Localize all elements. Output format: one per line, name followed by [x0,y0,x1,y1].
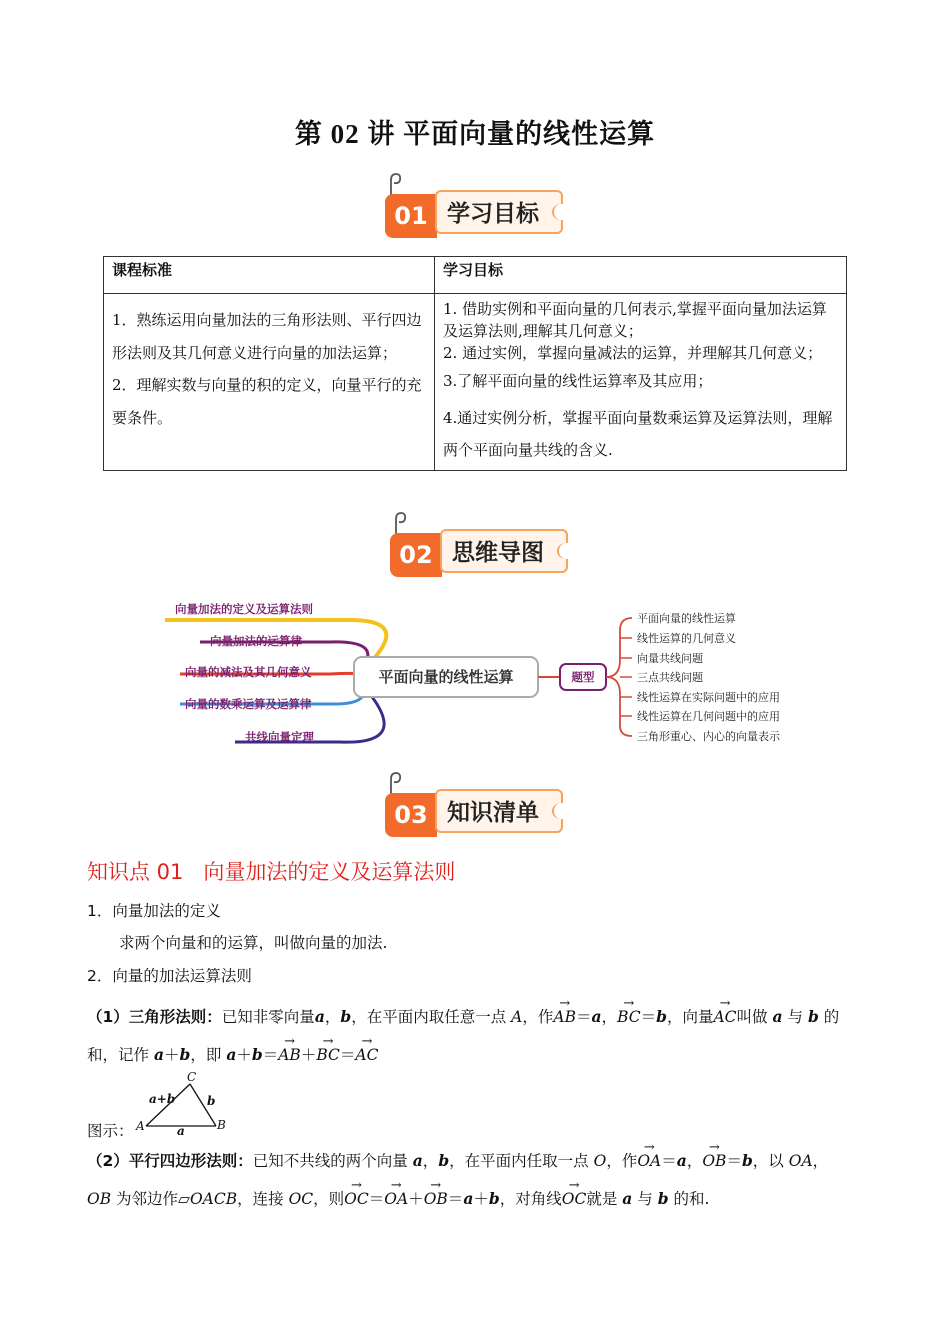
knowledge-point-title: 向量加法的定义及运算法则 [203,860,456,884]
section-number: 03 [385,793,437,837]
text-run: 为邻边作▱ [116,1190,190,1208]
table-header-goals: 学习目标 [435,257,847,294]
text-run: ，作 [606,1152,638,1170]
figure-label: 图示： [87,1122,134,1140]
edge-label: a+b [149,1092,176,1106]
page-title: 第 02 讲 平面向量的线性运算 [294,119,656,149]
text-run: 已知不共线的两个向量 [252,1152,408,1170]
section-badge-mindmap [390,525,575,581]
text-run: ，则 [313,1190,345,1208]
goal-item: 2. 通过实例，掌握向量减法的运算，并理解其几何意义； [443,344,823,362]
subheading-rules: 2．向量的加法运算法则 [87,967,252,985]
section-label: 学习目标 [435,190,563,234]
standard-item: 2．理解实数与向量的积的定义，向量平行的充要条件。 [112,376,422,427]
vertex-label: B [217,1118,226,1132]
text-run: ，对角线 [499,1190,562,1208]
text-run: ，即 [190,1046,222,1064]
section-number: 02 [390,533,442,577]
text-run: 的 [823,1008,840,1026]
mindmap-left-node: 向量的减法及其几何意义 [185,665,312,679]
standards-cell [104,294,435,471]
mindmap-tag: 题型 [571,670,595,684]
triangle-rule-line2: 和，记作 a＋b，即 a＋b＝→ AB＋→ BC＝→ AC [87,1044,378,1066]
table-header-standard: 课程标准 [104,257,435,294]
mindmap-right-node: 三角形重心、内心的向量表示 [637,730,780,743]
parallelogram-rule-label: （2）平行四边形法则： [87,1152,253,1170]
parallelogram-rule-line1: （2）平行四边形法则：已知不共线的两个向量 a，b，在平面内任取一点 O，作→ OA＝a，→ OB＝b，以 OA， [87,1150,828,1172]
mindmap-center-node: 平面向量的线性运算 [378,668,514,686]
text-run: 叫做 [736,1008,768,1026]
mindmap-right-node: 向量共线问题 [637,652,703,665]
definition-text: 求两个向量和的运算，叫做向量的加法. [119,934,388,952]
section-badge-knowledge [385,785,570,841]
text-run: 和，记作 [87,1046,150,1064]
mindmap-right-node: 线性运算的几何意义 [637,632,736,645]
vertex-label: C [187,1070,197,1084]
goals-cell [435,294,847,471]
vertex-label: A [136,1119,145,1133]
goal-item: 1. 借助实例和平面向量的几何表示,掌握平面向量加法运算及运算法则,理解其几何意义； [443,300,827,340]
mindmap-right-node: 线性运算在实际问题中的应用 [637,691,780,704]
section-label: 思维导图 [440,529,568,573]
text-run: ，向量 [666,1008,714,1026]
parallelogram-rule-line2: OB 为邻边作▱OACB，连接 OC，则→ OC＝→ OA＋→ OB＝a＋b，对角线→ OC就是 a 与 b 的和. [87,1188,709,1210]
text-run: 与 [787,1008,803,1026]
section-badge-goals [385,186,570,242]
knowledge-point-heading [87,856,475,886]
mindmap-left-node: 向量加法的运算律 [210,634,302,648]
text-run: ，作 [522,1008,554,1026]
edge-label: a [177,1124,185,1138]
mindmap-right-node: 线性运算在几何问题中的应用 [637,710,780,723]
mindmap-left-node: 向量的数乘运算及运算律 [185,697,312,711]
text-run: 就是 [586,1190,618,1208]
text-run: ，在平面内取任意一点 [351,1008,507,1026]
mindmap-left-node: 向量加法的定义及运算法则 [175,602,313,616]
knowledge-point-number: 知识点 01 [87,860,184,884]
standard-item: 1．熟练运用向量加法的三角形法则、平行四边形法则及其几何意义进行向量的加法运算； [112,311,422,362]
triangle-rule-label: （1）三角形法则： [87,1008,222,1026]
section-label: 知识清单 [435,789,563,833]
edge-label: b [207,1094,216,1108]
subheading-definition: 1．向量加法的定义 [87,902,221,920]
text-run: ，以 [752,1152,784,1170]
text-run: 的和. [673,1190,710,1208]
text-run: ，连接 [237,1190,284,1208]
text-run: ，在平面内任取一点 [449,1152,589,1170]
goal-item: 4.通过实例分析，掌握平面向量数乘运算及运算法则，理解两个平面向量共线的含义. [443,409,833,459]
text-run: 已知非零向量 [221,1008,315,1026]
goals-table [103,256,847,471]
mindmap-right-node: 三点共线问题 [637,671,703,684]
mindmap-right-node: 平面向量的线性运算 [637,612,736,625]
mindmap-left-node: 共线向量定理 [245,730,314,744]
text-run: 与 [637,1190,653,1208]
section-number: 01 [385,194,437,238]
triangle-rule-line1: （1）三角形法则：已知非零向量a，b，在平面内取任意一点 A，作→ AB＝a，→ BC＝b，向量→ AC叫做 a 与 b 的 [87,1006,839,1028]
goal-item: 3.了解平面向量的线性运算率及其应用； [443,372,713,390]
